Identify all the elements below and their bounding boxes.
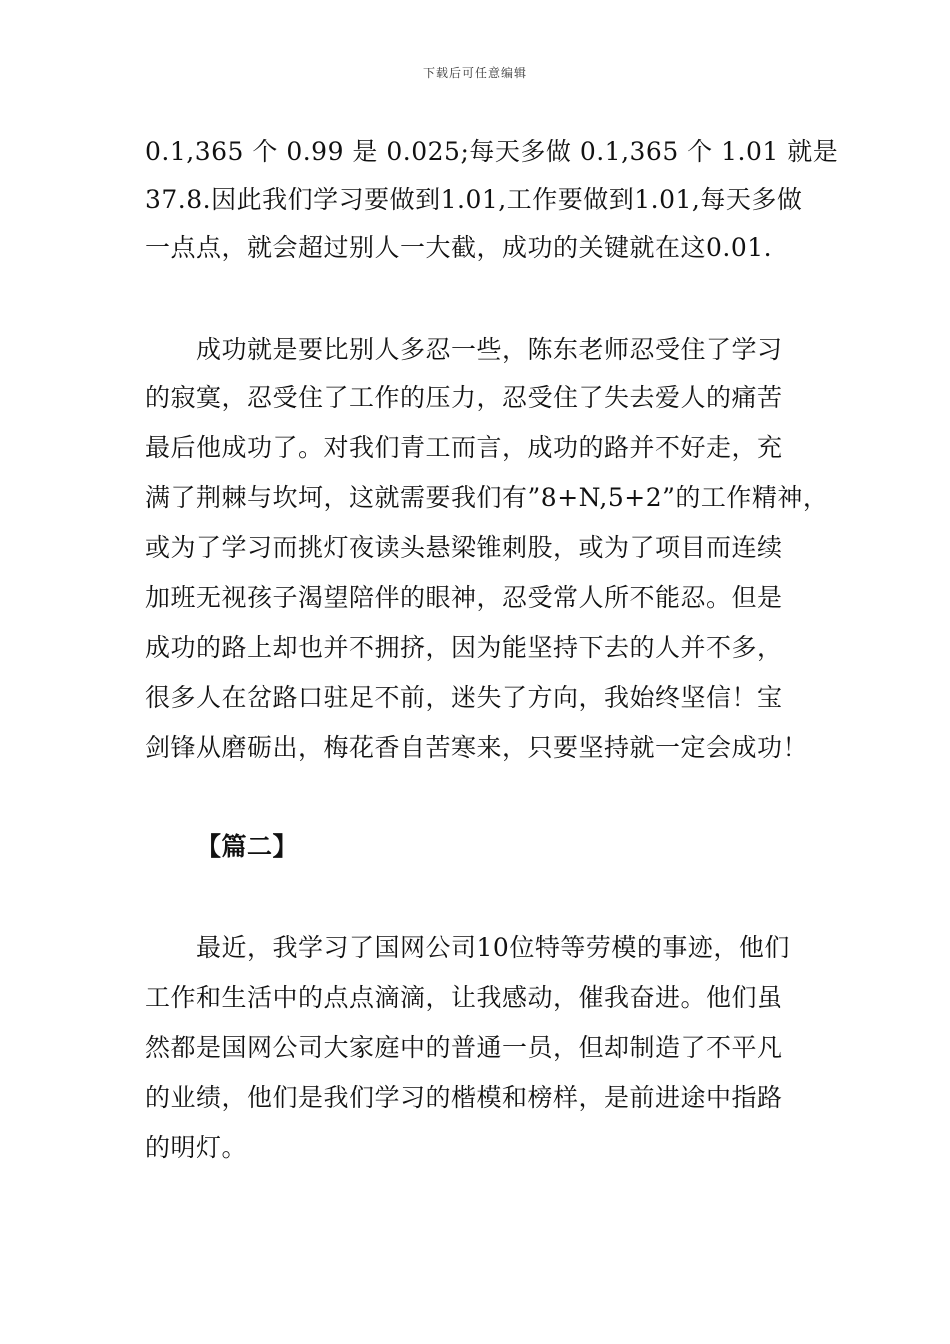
- paragraph-2-line-8: 很多人在岔路口驻足不前，迷失了方向，我始终坚信！宝: [145, 683, 783, 712]
- paragraph-2-line-3: 最后他成功了。对我们青工而言，成功的路并不好走，充: [145, 433, 783, 462]
- page-header-note: 下载后可任意编辑: [422, 66, 527, 80]
- paragraph-1-line-2: 37.8.因此我们学习要做到1.01,工作要做到1.01,每天多做: [145, 185, 803, 214]
- paragraph-2-line-1: 成功就是要比别人多忍一些，陈东老师忍受住了学习: [196, 335, 783, 364]
- paragraph-3-line-1: 最近，我学习了国网公司10位特等劳模的事迹，他们: [196, 933, 790, 962]
- paragraph-2-line-2: 的寂寞，忍受住了工作的压力，忍受住了失去爱人的痛苦: [145, 383, 783, 412]
- paragraph-1-line-1: 0.1,365 个 0.99 是 0.025;每天多做 0.1,365 个 1.01 就是: [145, 137, 839, 166]
- paragraph-2-line-5: 或为了学习而挑灯夜读头悬梁锥刺股，或为了项目而连续: [145, 533, 783, 562]
- paragraph-1-line-3: 一点点，就会超过别人一大截，成功的关键就在这0.01.: [145, 233, 773, 262]
- paragraph-2-line-6: 加班无视孩子渴望陪伴的眼神，忍受常人所不能忍。但是: [145, 583, 783, 612]
- paragraph-2-line-4: 满了荆棘与坎坷，这就需要我们有”8+N,5+2”的工作精神，: [145, 483, 829, 512]
- paragraph-3-line-2: 工作和生活中的点点滴滴，让我感动，催我奋进。他们虽: [145, 983, 783, 1012]
- paragraph-2-line-7: 成功的路上却也并不拥挤，因为能坚持下去的人并不多，: [145, 633, 783, 662]
- section-heading: 【篇二】: [196, 832, 299, 861]
- paragraph-3-line-3: 然都是国网公司大家庭中的普通一员，但却制造了不平凡: [145, 1033, 783, 1062]
- paragraph-2-line-9: 剑锋从磨砺出，梅花香自苦寒来，只要坚持就一定会成功！: [145, 733, 809, 762]
- paragraph-3-line-4: 的业绩，他们是我们学习的楷模和榜样，是前进途中指路: [145, 1083, 783, 1112]
- paragraph-3-line-5: 的明灯。: [145, 1133, 248, 1162]
